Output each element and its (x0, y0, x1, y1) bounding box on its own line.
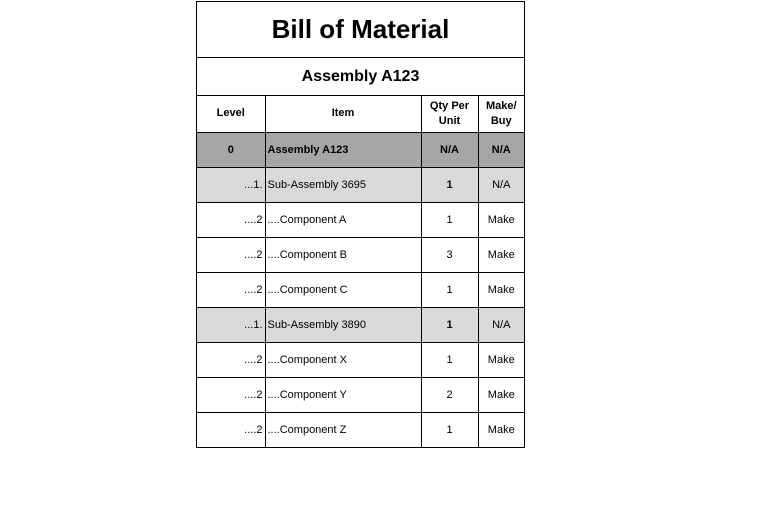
header-row (197, 96, 524, 132)
make-buy-cell: N/A (478, 307, 524, 342)
level-cell: ...1. (197, 167, 265, 202)
item-cell: ....Component B (265, 237, 421, 272)
make-buy-cell: Make (478, 272, 524, 307)
qty-cell: 1 (421, 307, 478, 342)
qty-cell: N/A (421, 132, 478, 167)
make-buy-cell: Make (478, 377, 524, 412)
level-cell: ....2 (197, 272, 265, 307)
header-level: Level (197, 96, 265, 132)
qty-cell: 1 (421, 167, 478, 202)
table-row (197, 307, 524, 342)
make-buy-cell: Make (478, 237, 524, 272)
table-row (197, 377, 524, 412)
make-buy-cell: Make (478, 202, 524, 237)
header-item: Item (265, 96, 421, 132)
table-row (197, 342, 524, 377)
item-cell: Sub-Assembly 3890 (265, 307, 421, 342)
item-cell: ....Component C (265, 272, 421, 307)
header-qty-line1: Qty Per (429, 99, 470, 112)
item-cell: Assembly A123 (265, 132, 421, 167)
qty-cell: 1 (421, 412, 478, 447)
header-qty-per-unit (421, 96, 478, 132)
level-cell: ....2 (197, 377, 265, 412)
header-qty-line2: Unit (438, 114, 461, 127)
table-row (197, 412, 524, 447)
sheet-title: Bill of Material (197, 2, 524, 58)
bill-of-material-sheet (196, 1, 525, 448)
qty-cell: 1 (421, 202, 478, 237)
qty-cell: 2 (421, 377, 478, 412)
table-row (197, 132, 524, 167)
item-cell: ....Component X (265, 342, 421, 377)
bom-table (197, 96, 524, 447)
make-buy-cell: Make (478, 342, 524, 377)
table-row (197, 167, 524, 202)
make-buy-cell: N/A (478, 132, 524, 167)
header-make-buy (478, 96, 524, 132)
table-row (197, 237, 524, 272)
item-cell: Sub-Assembly 3695 (265, 167, 421, 202)
level-cell: ....2 (197, 237, 265, 272)
level-cell: ...1. (197, 307, 265, 342)
table-row (197, 202, 524, 237)
item-cell: ....Component A (265, 202, 421, 237)
table-row (197, 272, 524, 307)
qty-cell: 1 (421, 272, 478, 307)
qty-cell: 1 (421, 342, 478, 377)
level-cell: ....2 (197, 202, 265, 237)
level-cell: ....2 (197, 342, 265, 377)
make-buy-cell: Make (478, 412, 524, 447)
bom-rows (197, 132, 524, 447)
make-buy-cell: N/A (478, 167, 524, 202)
assembly-title: Assembly A123 (197, 58, 524, 96)
level-cell: ....2 (197, 412, 265, 447)
qty-cell: 3 (421, 237, 478, 272)
item-cell: ....Component Y (265, 377, 421, 412)
item-cell: ....Component Z (265, 412, 421, 447)
level-cell: 0 (197, 132, 265, 167)
header-mb-line2: Buy (490, 114, 512, 127)
header-mb-line1: Make/ (485, 99, 517, 112)
